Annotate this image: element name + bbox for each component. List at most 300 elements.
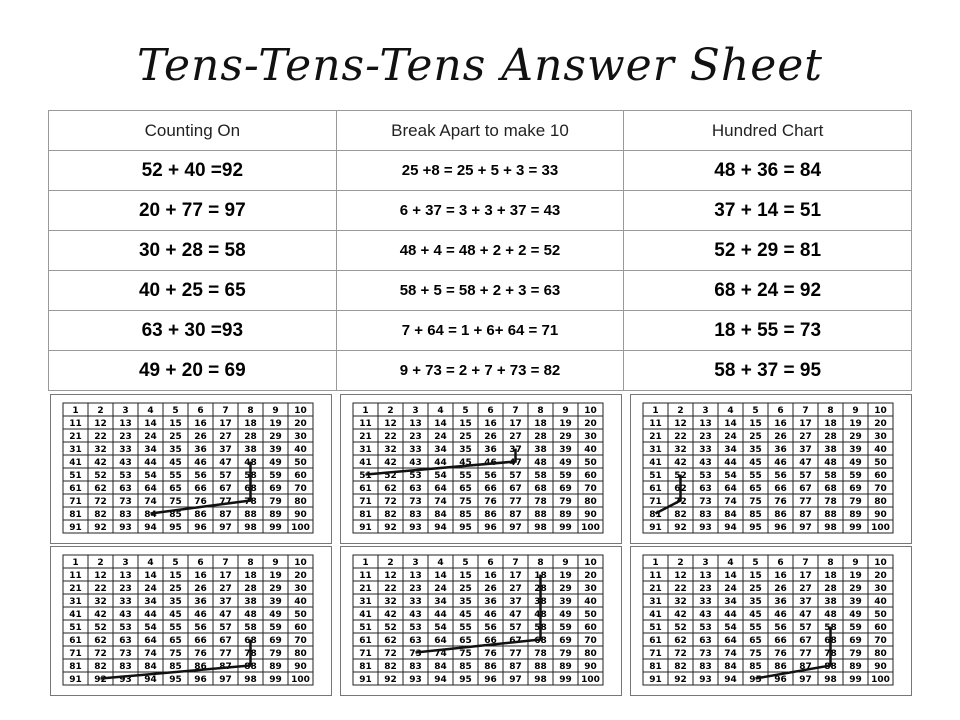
hundred-chart-number: 22 [94,432,107,442]
hundred-chart-number: 81 [69,662,82,672]
hundred-chart-number: 73 [409,497,422,507]
hundred-chart-number: 40 [584,597,597,607]
hundred-chart-number: 94 [724,523,737,533]
hundred-chart-number: 24 [434,432,447,442]
hundred-chart-number: 18 [534,419,547,429]
hundred-chart-number: 39 [849,597,862,607]
hundred-chart-number: 56 [484,471,497,481]
hundred-chart-number: 54 [724,471,737,481]
hundred-chart-number: 92 [674,523,687,533]
hundred-chart-number: 93 [699,523,712,533]
hundred-chart-number: 82 [384,510,397,520]
hundred-chart-number: 18 [244,419,257,429]
hundred-chart-number: 11 [359,419,372,429]
hundred-chart-number: 97 [509,675,522,685]
hundred-chart-number: 50 [294,610,307,620]
hundred-chart-number: 98 [824,523,837,533]
hundred-chart-number: 62 [674,636,687,646]
hundred-chart-number: 100 [581,675,600,685]
hundred-chart-number: 64 [144,484,157,494]
hundred-chart-number: 66 [194,484,207,494]
hundred-chart-number: 57 [219,623,232,633]
hundred-chart-number: 17 [219,419,232,429]
hundred-chart-number: 22 [674,432,687,442]
hundred-chart-number: 4 [437,558,444,568]
hundred-chart-number: 2 [97,558,104,568]
table-row [49,191,912,231]
hundred-chart-number: 30 [584,432,597,442]
hundred-chart-number: 3 [412,406,419,416]
hundred-chart-number: 70 [874,636,887,646]
hundred-chart-number: 87 [219,510,232,520]
hundred-chart-number: 12 [384,571,397,581]
hundred-chart-number: 23 [699,432,712,442]
hundred-chart-number: 16 [484,571,497,581]
hundred-chart-number: 5 [172,406,179,416]
hundred-chart-number: 69 [559,636,572,646]
hundred-chart-number: 13 [699,419,712,429]
hundred-chart-number: 81 [69,510,82,520]
hundred-chart-number: 66 [194,636,207,646]
hundred-chart-number: 55 [749,623,762,633]
hundred-chart-number: 100 [291,675,310,685]
hundred-chart-number: 38 [244,445,257,455]
hundred-chart-number: 19 [269,571,282,581]
hundred-chart-number: 39 [559,445,572,455]
hundred-chart-number: 65 [459,636,472,646]
counting-on-cell: 40 + 25 = 65 [49,271,337,311]
hundred-chart-number: 27 [799,584,812,594]
hundred-chart-number: 96 [774,675,787,685]
hundred-chart-number: 79 [849,497,862,507]
hundred-chart-number: 52 [674,623,687,633]
hundred-chart-number: 44 [434,458,447,468]
hundred-chart-number: 98 [534,523,547,533]
header-counting-on: Counting On [49,111,337,151]
hundred-chart-number: 64 [724,484,737,494]
hundred-chart-number: 40 [294,597,307,607]
hundred-chart-number: 80 [294,649,307,659]
hundred-chart-number: 52 [674,471,687,481]
hundred-chart-number: 45 [169,610,182,620]
hundred-chart-number: 34 [724,597,737,607]
hundred-chart-number: 85 [459,662,472,672]
hundred-chart-number: 13 [699,571,712,581]
hundred-chart-number: 52 [384,471,397,481]
hundred-chart-number: 47 [219,458,232,468]
hundred-chart-number: 46 [484,610,497,620]
hundred-chart-number: 52 [94,471,107,481]
hundred-chart-cell: 68 + 24 = 92 [624,271,912,311]
hundred-chart-number: 82 [94,662,107,672]
hundred-chart-number: 15 [749,571,762,581]
hundred-chart-number: 80 [584,649,597,659]
hundred-chart-number: 46 [484,458,497,468]
hundred-chart-number: 50 [874,458,887,468]
hundred-chart-number: 94 [434,523,447,533]
hundred-chart-number: 2 [97,406,104,416]
hundred-chart-number: 83 [119,510,132,520]
hundred-chart-number: 56 [484,623,497,633]
hundred-chart-number: 24 [724,432,737,442]
hundred-chart-number: 84 [144,662,157,672]
hundred-chart-number: 28 [534,584,547,594]
hundred-chart-number: 36 [774,445,787,455]
hundred-chart-number: 67 [799,636,812,646]
hundred-chart-number: 77 [799,497,812,507]
hundred-chart-number: 31 [649,597,662,607]
hundred-chart-number: 40 [584,445,597,455]
hundred-chart-number: 3 [702,406,709,416]
hundred-chart-number: 11 [69,571,82,581]
hundred-chart-number: 90 [584,662,597,672]
hundred-chart-number: 20 [874,419,887,429]
hundred-chart-number: 12 [674,571,687,581]
hundred-chart-number: 36 [194,445,207,455]
hundred-chart-number: 64 [434,484,447,494]
hundred-chart-number: 33 [409,445,422,455]
hundred-chart-number: 27 [509,432,522,442]
hundred-chart-number: 75 [749,497,762,507]
hundred-chart-number: 59 [849,471,862,481]
hundred-chart-number: 53 [409,623,422,633]
hundred-chart-number: 45 [459,610,472,620]
hundred-chart-number: 10 [584,406,597,416]
hundred-chart-number: 90 [874,662,887,672]
hundred-chart-number: 27 [799,432,812,442]
hundred-chart-number: 20 [584,419,597,429]
hundred-chart-number: 71 [69,497,82,507]
hundred-chart-number: 26 [484,432,497,442]
hundred-chart-number: 51 [359,471,372,481]
hundred-chart-number: 79 [849,649,862,659]
hundred-chart-number: 55 [749,471,762,481]
hundred-chart-number: 23 [409,584,422,594]
hundred-chart-number: 16 [774,419,787,429]
hundred-chart-number: 7 [802,406,809,416]
hundred-chart-number: 38 [824,445,837,455]
hundred-chart-number: 30 [294,432,307,442]
hundred-chart-number: 28 [244,432,257,442]
table-row [49,151,912,191]
hundred-chart-number: 13 [119,419,132,429]
hundred-chart-number: 24 [144,584,157,594]
hundred-chart-number: 6 [487,558,494,568]
hundred-chart-number: 3 [122,406,129,416]
hundred-chart-number: 38 [824,597,837,607]
hundred-chart-number: 72 [384,649,397,659]
hundred-chart-number: 14 [434,571,447,581]
hundred-chart-number: 90 [294,510,307,520]
hundred-chart-number: 70 [294,484,307,494]
hundred-chart-number: 22 [384,584,397,594]
hundred-chart-number: 75 [749,649,762,659]
hundred-chart-number: 69 [849,484,862,494]
hundred-chart-number: 37 [219,597,232,607]
hundred-chart-number: 65 [169,484,182,494]
hundred-chart-number: 37 [219,445,232,455]
hundred-chart-number: 62 [94,636,107,646]
hundred-chart-number: 83 [409,662,422,672]
hundred-chart-number: 12 [384,419,397,429]
hundred-chart-number: 7 [222,406,229,416]
hundred-chart-number: 91 [649,675,662,685]
hundred-chart-number: 14 [434,419,447,429]
hundred-chart-number: 27 [219,584,232,594]
hundred-chart-number: 45 [749,458,762,468]
hundred-chart-number: 73 [119,497,132,507]
hundred-chart-number: 9 [852,406,859,416]
hundred-chart-number: 69 [269,636,282,646]
hundred-chart-number: 82 [384,662,397,672]
hundred-chart-number: 47 [219,610,232,620]
hundred-chart-number: 32 [384,597,397,607]
hundred-chart-number: 20 [874,571,887,581]
hundred-chart-number: 88 [244,662,257,672]
hundred-chart-number: 5 [752,406,759,416]
hundred-chart-number: 17 [219,571,232,581]
hundred-chart-number: 31 [359,445,372,455]
hundred-chart-number: 13 [409,571,422,581]
hundred-chart-number: 32 [674,597,687,607]
hundred-chart-number: 44 [724,610,737,620]
hundred-chart-number: 94 [144,675,157,685]
hundred-chart-number: 95 [459,675,472,685]
hundred-chart-number: 71 [69,649,82,659]
hundred-chart-number: 94 [144,523,157,533]
hundred-chart-number: 76 [774,649,787,659]
counting-on-cell: 52 + 40 =92 [49,151,337,191]
hundred-chart-number: 26 [194,584,207,594]
hundred-chart-number: 98 [244,675,257,685]
hundred-chart-number: 70 [294,636,307,646]
hundred-chart-number: 16 [194,419,207,429]
hundred-chart-number: 65 [169,636,182,646]
hundred-chart-number: 77 [509,649,522,659]
hundred-chart-number: 89 [559,662,572,672]
hundred-chart-number: 91 [359,675,372,685]
hundred-chart-number: 29 [559,584,572,594]
hundred-chart-number: 26 [194,432,207,442]
hundred-chart-number: 1 [362,558,369,568]
hundred-chart-number: 86 [774,662,787,672]
hundred-chart-number: 64 [434,636,447,646]
hundred-chart-number: 6 [197,558,204,568]
hundred-chart-number: 45 [459,458,472,468]
break-apart-cell: 7 + 64 = 1 + 6+ 64 = 71 [336,311,624,351]
hundred-chart-number: 3 [122,558,129,568]
hundred-chart-number: 85 [749,510,762,520]
hundred-chart-number: 99 [849,675,862,685]
hundred-chart-number: 63 [699,636,712,646]
hundred-chart-number: 86 [194,662,207,672]
hundred-chart-number: 75 [459,497,472,507]
break-apart-cell: 48 + 4 = 48 + 2 + 2 = 52 [336,231,624,271]
hundred-chart-number: 24 [724,584,737,594]
hundred-chart-number: 92 [94,523,107,533]
hundred-chart-number: 83 [119,662,132,672]
hundred-chart-number: 61 [359,636,372,646]
hundred-chart-number: 31 [649,445,662,455]
hundred-chart-number: 39 [559,597,572,607]
hundred-chart-number: 99 [849,523,862,533]
hundred-chart-number: 91 [359,523,372,533]
hundred-chart-number: 15 [459,419,472,429]
hundred-chart-number: 13 [119,571,132,581]
hundred-chart-number: 80 [294,497,307,507]
hundred-chart-number: 78 [534,497,547,507]
hundred-chart-number: 27 [219,432,232,442]
hundred-chart-number: 7 [512,406,519,416]
hundred-chart-number: 25 [749,584,762,594]
hundred-chart-number: 31 [69,445,82,455]
hundred-chart-number: 46 [194,458,207,468]
hundred-chart-number: 54 [144,471,157,481]
table-row [49,311,912,351]
hundred-chart-number: 87 [509,510,522,520]
hundred-chart-number: 93 [119,675,132,685]
hundred-chart-number: 61 [69,484,82,494]
hundred-chart-number: 42 [384,458,397,468]
hundred-chart-number: 35 [459,445,472,455]
hundred-chart-number: 65 [459,484,472,494]
hundred-chart-number: 62 [674,484,687,494]
hundred-chart-number: 96 [194,523,207,533]
hundred-chart-number: 40 [874,597,887,607]
hundred-chart-number: 53 [409,471,422,481]
hundred-chart-number: 50 [584,610,597,620]
hundred-chart-number: 31 [69,597,82,607]
counting-on-cell: 30 + 28 = 58 [49,231,337,271]
hundred-chart-number: 100 [581,523,600,533]
hundred-chart-number: 100 [871,523,890,533]
hundred-chart-number: 99 [269,675,282,685]
hundred-chart-number: 63 [119,636,132,646]
hundred-chart-number: 14 [724,571,737,581]
hundred-chart-number: 88 [244,510,257,520]
hundred-chart-number: 51 [649,471,662,481]
hundred-chart-number: 91 [69,675,82,685]
hundred-chart-number: 31 [359,597,372,607]
hundred-chart-number: 17 [509,571,522,581]
hundred-chart-number: 6 [777,406,784,416]
hundred-chart-number: 87 [799,510,812,520]
hundred-chart-number: 29 [849,432,862,442]
hundred-chart-number: 17 [509,419,522,429]
hundred-chart-cell: 52 + 29 = 81 [624,231,912,271]
hundred-chart-number: 43 [119,458,132,468]
hundred-chart-number: 59 [849,623,862,633]
hundred-chart-number: 80 [874,649,887,659]
hundred-chart-number: 87 [509,662,522,672]
hundred-chart-number: 68 [244,636,257,646]
hundred-chart-number: 1 [652,558,659,568]
hundred-chart-number: 41 [649,610,662,620]
hundred-chart-number: 12 [94,419,107,429]
hundred-chart-number: 6 [777,558,784,568]
hundred-chart-number: 60 [294,471,307,481]
hundred-chart-number: 14 [144,419,157,429]
hundred-chart-number: 85 [169,510,182,520]
hundred-chart-number: 14 [144,571,157,581]
hundred-chart-number: 36 [774,597,787,607]
hundred-chart-number: 95 [169,675,182,685]
hundred-chart-number: 48 [244,610,257,620]
hundred-chart-number: 53 [699,623,712,633]
hundred-chart-number: 8 [827,406,834,416]
hundred-chart-number: 86 [194,510,207,520]
break-apart-cell: 9 + 73 = 2 + 7 + 73 = 82 [336,351,624,391]
hundred-chart-number: 63 [699,484,712,494]
hundred-chart-number: 45 [749,610,762,620]
hundred-chart-number: 8 [537,406,544,416]
hundred-chart-number: 84 [434,510,447,520]
hundred-chart-number: 93 [409,675,422,685]
hundred-chart-number: 79 [269,649,282,659]
hundred-chart-number: 37 [509,445,522,455]
hundred-chart-number: 10 [584,558,597,568]
hundred-chart-number: 88 [534,510,547,520]
hundred-chart-number: 58 [534,623,547,633]
hundred-chart-number: 25 [169,432,182,442]
hundred-chart-number: 20 [584,571,597,581]
hundred-chart-number: 90 [874,510,887,520]
hundred-chart-6 [630,546,912,696]
hundred-chart-1 [50,394,332,544]
hundred-chart-number: 66 [484,484,497,494]
hundred-chart-number: 72 [94,497,107,507]
hundred-chart-number: 68 [824,484,837,494]
hundred-chart-number: 21 [649,432,662,442]
hundred-chart-number: 49 [559,610,572,620]
hundred-chart-number: 12 [94,571,107,581]
hundred-chart-number: 74 [724,649,737,659]
hundred-chart-number: 11 [649,571,662,581]
hundred-chart-number: 55 [169,623,182,633]
hundred-chart-number: 84 [724,510,737,520]
hundred-chart-number: 83 [699,662,712,672]
hundred-chart-number: 35 [749,445,762,455]
hundred-chart-number: 33 [119,445,132,455]
hundred-chart-number: 35 [749,597,762,607]
hundred-chart-number: 79 [559,497,572,507]
hundred-chart-number: 8 [827,558,834,568]
hundred-chart-number: 55 [169,471,182,481]
hundred-chart-number: 34 [724,445,737,455]
hundred-chart-number: 56 [774,471,787,481]
hundred-chart-number: 56 [774,623,787,633]
hundred-chart-number: 70 [584,636,597,646]
hundred-chart-number: 15 [169,419,182,429]
hundred-chart-number: 67 [219,484,232,494]
hundred-chart-number: 19 [849,571,862,581]
hundred-chart-cell: 18 + 55 = 73 [624,311,912,351]
hundred-chart-number: 17 [799,419,812,429]
hundred-chart-number: 72 [674,649,687,659]
hundred-chart-number: 45 [169,458,182,468]
hundred-chart-number: 74 [144,497,157,507]
hundred-chart-number: 76 [484,497,497,507]
hundred-chart-number: 97 [799,675,812,685]
hundred-chart-number: 88 [824,510,837,520]
hundred-chart-3 [630,394,912,544]
hundred-chart-number: 19 [559,571,572,581]
hundred-chart-number: 39 [269,597,282,607]
hundred-chart-number: 22 [674,584,687,594]
hundred-chart-number: 77 [509,497,522,507]
hundred-chart-number: 54 [144,623,157,633]
hundred-chart-number: 42 [94,610,107,620]
